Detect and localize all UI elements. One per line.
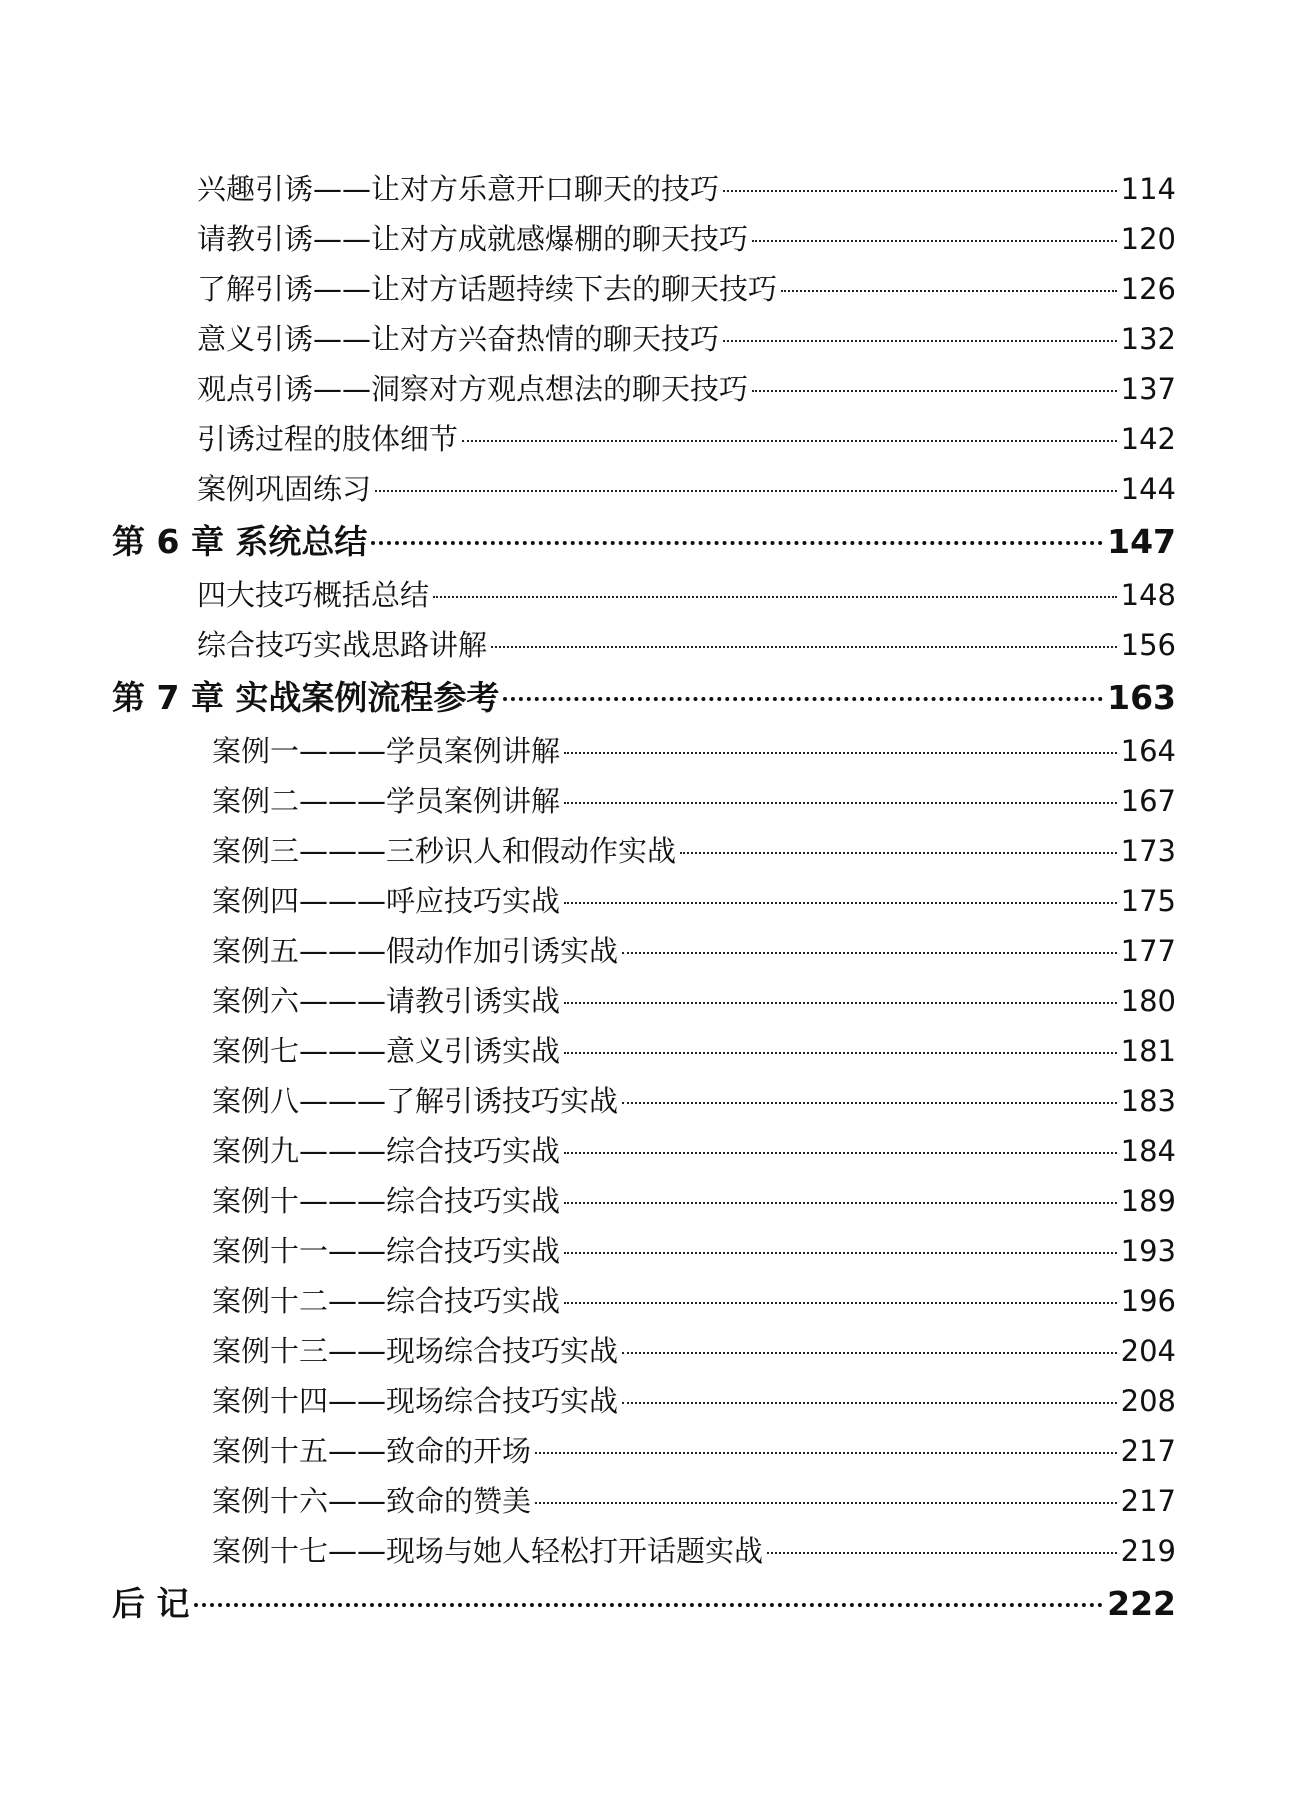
toc-entry-page: 196 [1120, 1284, 1176, 1318]
toc-entry-page: 120 [1120, 222, 1176, 256]
toc-entry-title: 案例八———了解引诱技巧实战 [212, 1084, 619, 1118]
dot-leader [564, 1002, 1117, 1004]
toc-case-entry [112, 876, 1176, 926]
toc-case-entry [112, 1326, 1176, 1376]
toc-entry [112, 314, 1176, 364]
toc-entry-title: 案例十二——综合技巧实战 [212, 1284, 561, 1318]
toc-entry-page: 177 [1120, 934, 1176, 968]
toc-entry-page: 184 [1120, 1134, 1176, 1168]
dot-leader [564, 802, 1117, 804]
table-of-contents [112, 164, 1176, 1632]
toc-entry-page: 175 [1120, 884, 1176, 918]
dot-leader [564, 1052, 1117, 1054]
toc-entry-page: 156 [1120, 628, 1176, 662]
dot-leader [752, 390, 1117, 392]
toc-chapter-heading [112, 1576, 1176, 1632]
toc-case-entry [112, 1126, 1176, 1176]
toc-case-entry [112, 1076, 1176, 1126]
toc-entry-title: 综合技巧实战思路讲解 [197, 628, 488, 662]
toc-entry-page: 183 [1120, 1084, 1176, 1118]
toc-entry-page: 137 [1120, 372, 1176, 406]
toc-entry-title: 案例二———学员案例讲解 [212, 784, 561, 818]
dot-leader [723, 340, 1117, 342]
dot-leader [462, 440, 1117, 442]
toc-case-entry [112, 1476, 1176, 1526]
toc-entry-title: 案例六———请教引诱实战 [212, 984, 561, 1018]
toc-entry-page: 148 [1120, 578, 1176, 612]
toc-case-entry [112, 826, 1176, 876]
toc-entry-title: 案例七———意义引诱实战 [212, 1034, 561, 1068]
toc-chapter-page: 147 [1107, 522, 1176, 561]
dot-leader [375, 490, 1117, 492]
toc-entry-page: 132 [1120, 322, 1176, 356]
toc-entry [112, 214, 1176, 264]
dot-leader [622, 952, 1117, 954]
toc-case-entry [112, 776, 1176, 826]
toc-chapter-title: 第 6 章 系统总结 [112, 522, 368, 561]
toc-chapter-heading [112, 514, 1176, 570]
dot-leader [564, 1202, 1117, 1204]
toc-entry [112, 464, 1176, 514]
toc-entry-title: 案例十六——致命的赞美 [212, 1484, 532, 1518]
toc-entry [112, 164, 1176, 214]
toc-entry-title: 案例十一——综合技巧实战 [212, 1234, 561, 1268]
toc-case-entry [112, 1226, 1176, 1276]
dot-leader [433, 596, 1117, 598]
toc-entry-title: 请教引诱——让对方成就感爆棚的聊天技巧 [197, 222, 749, 256]
dot-leader [680, 852, 1117, 854]
toc-entry-page: 180 [1120, 984, 1176, 1018]
toc-entry-page: 142 [1120, 422, 1176, 456]
dot-leader [371, 541, 1103, 545]
dot-leader [622, 1352, 1117, 1354]
dot-leader [535, 1502, 1117, 1504]
toc-entry-title: 案例十四——现场综合技巧实战 [212, 1384, 619, 1418]
toc-chapter-heading [112, 670, 1176, 726]
dot-leader [491, 646, 1117, 648]
toc-chapter-page: 222 [1107, 1584, 1176, 1623]
toc-entry-title: 案例巩固练习 [197, 472, 372, 506]
dot-leader [503, 697, 1103, 701]
toc-entry-page: 144 [1120, 472, 1176, 506]
toc-entry-page: 181 [1120, 1034, 1176, 1068]
dot-leader [622, 1102, 1117, 1104]
toc-entry-page: 114 [1120, 172, 1176, 206]
toc-entry-page: 217 [1120, 1434, 1176, 1468]
toc-entry-title: 四大技巧概括总结 [197, 578, 430, 612]
toc-entry-title: 案例五———假动作加引诱实战 [212, 934, 619, 968]
dot-leader [194, 1603, 1104, 1607]
toc-case-entry [112, 1026, 1176, 1076]
dot-leader [767, 1552, 1117, 1554]
toc-entry [112, 364, 1176, 414]
toc-entry-page: 126 [1120, 272, 1176, 306]
toc-entry-title: 案例十五——致命的开场 [212, 1434, 532, 1468]
toc-case-entry [112, 926, 1176, 976]
toc-entry-page: 208 [1120, 1384, 1176, 1418]
toc-case-entry [112, 1376, 1176, 1426]
dot-leader [535, 1452, 1117, 1454]
toc-entry-page: 189 [1120, 1184, 1176, 1218]
toc-entry-page: 204 [1120, 1334, 1176, 1368]
toc-case-entry [112, 1526, 1176, 1576]
toc-case-entry [112, 1276, 1176, 1326]
dot-leader [564, 1302, 1117, 1304]
toc-entry-title: 观点引诱——洞察对方观点想法的聊天技巧 [197, 372, 749, 406]
dot-leader [723, 190, 1117, 192]
dot-leader [564, 1252, 1117, 1254]
dot-leader [564, 902, 1117, 904]
toc-case-entry [112, 1176, 1176, 1226]
toc-case-entry [112, 726, 1176, 776]
toc-entry [112, 414, 1176, 464]
toc-entry-page: 193 [1120, 1234, 1176, 1268]
toc-entry-title: 案例十———综合技巧实战 [212, 1184, 561, 1218]
toc-entry-title: 兴趣引诱——让对方乐意开口聊天的技巧 [197, 172, 720, 206]
toc-chapter-page: 163 [1107, 678, 1176, 717]
toc-entry-title: 案例十三——现场综合技巧实战 [212, 1334, 619, 1368]
toc-entry-title: 了解引诱——让对方话题持续下去的聊天技巧 [197, 272, 778, 306]
toc-entry [112, 620, 1176, 670]
toc-entry [112, 264, 1176, 314]
dot-leader [564, 752, 1117, 754]
toc-entry-title: 案例三———三秒识人和假动作实战 [212, 834, 677, 868]
toc-entry-title: 案例四———呼应技巧实战 [212, 884, 561, 918]
toc-entry-page: 173 [1120, 834, 1176, 868]
dot-leader [622, 1402, 1117, 1404]
toc-case-entry [112, 976, 1176, 1026]
toc-entry-title: 案例九———综合技巧实战 [212, 1134, 561, 1168]
dot-leader [564, 1152, 1117, 1154]
toc-entry-page: 167 [1120, 784, 1176, 818]
toc-entry-title: 意义引诱——让对方兴奋热情的聊天技巧 [197, 322, 720, 356]
dot-leader [752, 240, 1117, 242]
toc-entry [112, 570, 1176, 620]
dot-leader [781, 290, 1117, 292]
toc-entry-title: 案例十七——现场与她人轻松打开话题实战 [212, 1534, 764, 1568]
toc-entry-title: 案例一———学员案例讲解 [212, 734, 561, 768]
toc-entry-page: 217 [1120, 1484, 1176, 1518]
toc-entry-page: 219 [1120, 1534, 1176, 1568]
toc-chapter-title: 后 记 [112, 1584, 190, 1623]
toc-chapter-title: 第 7 章 实战案例流程参考 [112, 678, 500, 717]
toc-case-entry [112, 1426, 1176, 1476]
toc-entry-page: 164 [1120, 734, 1176, 768]
toc-entry-title: 引诱过程的肢体细节 [197, 422, 459, 456]
